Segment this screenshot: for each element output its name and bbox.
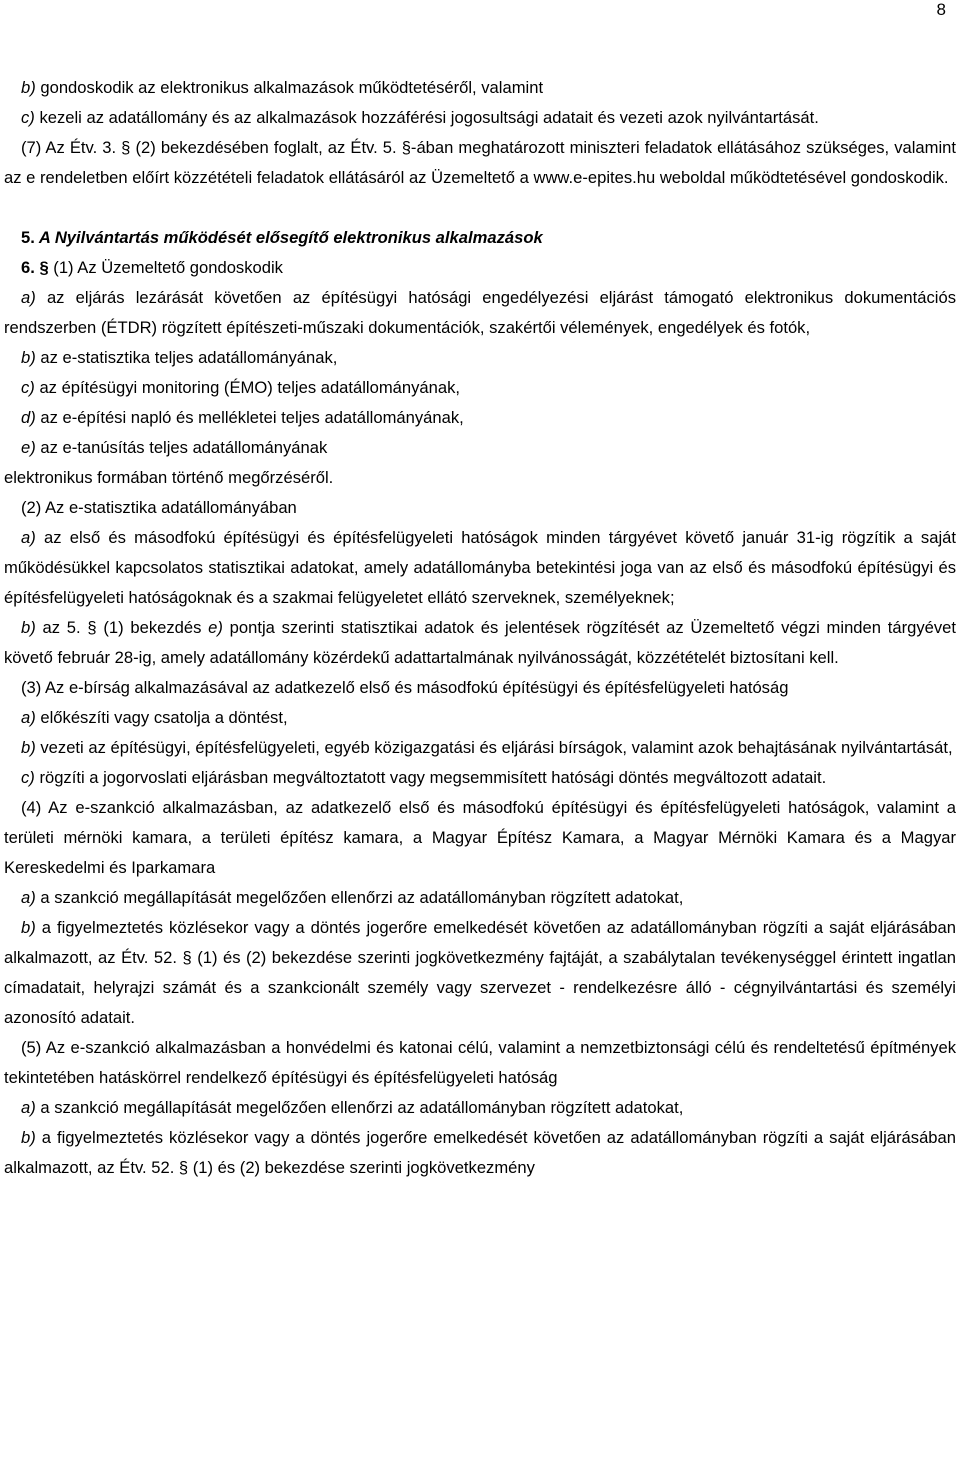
list-item	[4, 373, 956, 403]
item-marker: a)	[21, 708, 36, 727]
item-text: az e-statisztika teljes adatállományának,	[35, 348, 338, 367]
item-text: az e-építési napló és mellékletei teljes adatállományának,	[35, 408, 464, 427]
paragraph-text: (4) Az e-szankció alkalmazásban, az adatkezelő első és másodfokú építésügyi és építésfelügyeleti hatóságok, valamint a területi mérnöki kamara, a területi építész kamara, a Magyar Építész Kamara, a Magyar Mérnöki Kamara és a Magyar Kereskedelmi és Iparkamara	[4, 798, 956, 877]
list-item	[4, 403, 956, 433]
item-marker: b)	[21, 1128, 36, 1147]
section-number: 5.	[21, 228, 35, 247]
item-marker: b)	[21, 918, 36, 937]
section-title-text: A Nyilvántartás működését elősegítő elektronikus alkalmazások	[38, 228, 543, 247]
spacer	[4, 193, 956, 223]
item-marker: a)	[21, 528, 36, 547]
item-marker: b)	[21, 618, 36, 637]
list-item	[4, 733, 956, 763]
paragraph-text: (2) Az e-statisztika adatállományában	[21, 498, 297, 517]
paragraph	[4, 673, 956, 703]
list-item	[4, 763, 956, 793]
list-item	[4, 613, 956, 673]
item-text: pontja szerinti statisztikai adatok és jelentések rögzítését az Üzemeltető végzi minden tárgyévet követő február 28-ig, amely adatállomány közérdekű adattartalmának nyilvánosságát, közzétételét biztosítani kell.	[4, 618, 956, 667]
page-number: 8	[936, 0, 946, 19]
item-marker: c)	[21, 378, 35, 397]
paragraph	[4, 133, 956, 193]
item-text: az első és másodfokú építésügyi és építésfelügyeleti hatóságok minden tárgyévet követő január 31-ig rögzítik a saját működésükkel kapcsolatos statisztikai adatokat, amely adatállományba betekintési joga van az első és másodfokú építésügyi és építésfelügyeleti hatóságoknak és a szakmai felügyeletet ellátó szerveknek, személyeknek;	[4, 528, 956, 607]
paragraph-text: (5) Az e-szankció alkalmazásban a honvédelmi és katonai célú, valamint a nemzetbiztonsági célú és rendeltetésű építmények tekintetében hatáskörrel rendelkező építésügyi és építésfelügyeleti hatóság	[4, 1038, 956, 1087]
item-marker: a)	[21, 888, 36, 907]
paragraph	[4, 463, 956, 493]
paragraph-text: (3) Az e-bírság alkalmazásával az adatkezelő első és másodfokú építésügyi és építésfelügyeleti hatóság	[21, 678, 789, 697]
item-marker: b)	[21, 348, 36, 367]
item-text: a figyelmeztetés közlésekor vagy a döntés jogerőre emelkedését követően az adatállományban rögzíti a saját eljárásában alkalmazott, az Étv. 52. § (1) és (2) bekezdése szerinti jogkövetkezmény	[4, 1128, 956, 1177]
item-text: a szankció megállapítását megelőzően ellenőrzi az adatállományban rögzített adatokat,	[35, 1098, 684, 1117]
document-body	[4, 73, 956, 1183]
item-text: gondoskodik az elektronikus alkalmazások működtetéséről, valamint	[35, 78, 544, 97]
list-item	[4, 103, 956, 133]
section-title	[4, 223, 956, 253]
item-text: az 5. § (1) bekezdés	[35, 618, 209, 637]
list-item	[4, 283, 956, 343]
item-marker: b)	[21, 738, 36, 757]
paragraph-text: (7) Az Étv. 3. § (2) bekezdésében foglalt, az Étv. 5. §-ában meghatározott miniszteri feladatok ellátásához szükséges, valamint az e rendeletben előírt közzétételi feladatok ellátásáról az Üzemeltető a www.e-epites.hu weboldal működtetésével gondoskodik.	[4, 138, 956, 187]
section-sign: 6. §	[21, 258, 49, 277]
item-text: a figyelmeztetés közlésekor vagy a döntés jogerőre emelkedését követően az adatállományban rögzíti a saját eljárásában alkalmazott, az Étv. 52. § (1) és (2) bekezdése szerinti jogkövetkezmény fajtáját, a szabálytalan tevékenységgel érintett ingatlan címadatait, helyrajzi számát és a szankcionált személy vagy szervezet - rendelkezésre álló - cégnyilvántartási és személyi azonosító adatait.	[4, 918, 956, 1027]
list-item	[4, 883, 956, 913]
list-item	[4, 343, 956, 373]
item-text: az e-tanúsítás teljes adatállományának	[35, 438, 328, 457]
item-marker: a)	[21, 1098, 36, 1117]
item-marker: c)	[21, 768, 35, 787]
paragraph	[4, 493, 956, 523]
item-text: a szankció megállapítását megelőzően ellenőrzi az adatállományban rögzített adatokat,	[35, 888, 684, 907]
item-marker: b)	[21, 78, 36, 97]
list-item	[4, 1093, 956, 1123]
item-text: az eljárás lezárását követően az építésügyi hatósági engedélyezési eljárást támogató elektronikus dokumentációs rendszerben (ÉTDR) rögzített építészeti-műszaki dokumentációk, szakértői vélemények, engedélyek és fotók,	[4, 288, 956, 337]
list-item	[4, 433, 956, 463]
item-marker-inline: e)	[208, 618, 223, 637]
item-marker: e)	[21, 438, 36, 457]
list-item	[4, 1123, 956, 1183]
list-item	[4, 73, 956, 103]
list-item	[4, 913, 956, 1033]
paragraph	[4, 1033, 956, 1093]
paragraph-text: elektronikus formában történő megőrzéséről.	[4, 468, 334, 487]
item-marker: a)	[21, 288, 36, 307]
item-text: rögzíti a jogorvoslati eljárásban megváltoztatott vagy megsemmisített hatósági döntés megváltozott adatait.	[34, 768, 827, 787]
list-item	[4, 703, 956, 733]
item-marker: c)	[21, 108, 35, 127]
paragraph-text: (1) Az Üzemeltető gondoskodik	[48, 258, 283, 277]
item-marker: d)	[21, 408, 36, 427]
paragraph	[4, 793, 956, 883]
section-paragraph	[4, 253, 956, 283]
list-item	[4, 523, 956, 613]
item-text: vezeti az építésügyi, építésfelügyeleti, egyéb közigazgatási és eljárási bírságok, valamint azok behajtásának nyilvántartását,	[35, 738, 953, 757]
item-text: előkészíti vagy csatolja a döntést,	[35, 708, 288, 727]
item-text: kezeli az adatállomány és az alkalmazások hozzáférési jogosultsági adatait és vezeti azok nyilvántartását.	[34, 108, 819, 127]
item-text: az építésügyi monitoring (ÉMO) teljes adatállományának,	[34, 378, 461, 397]
